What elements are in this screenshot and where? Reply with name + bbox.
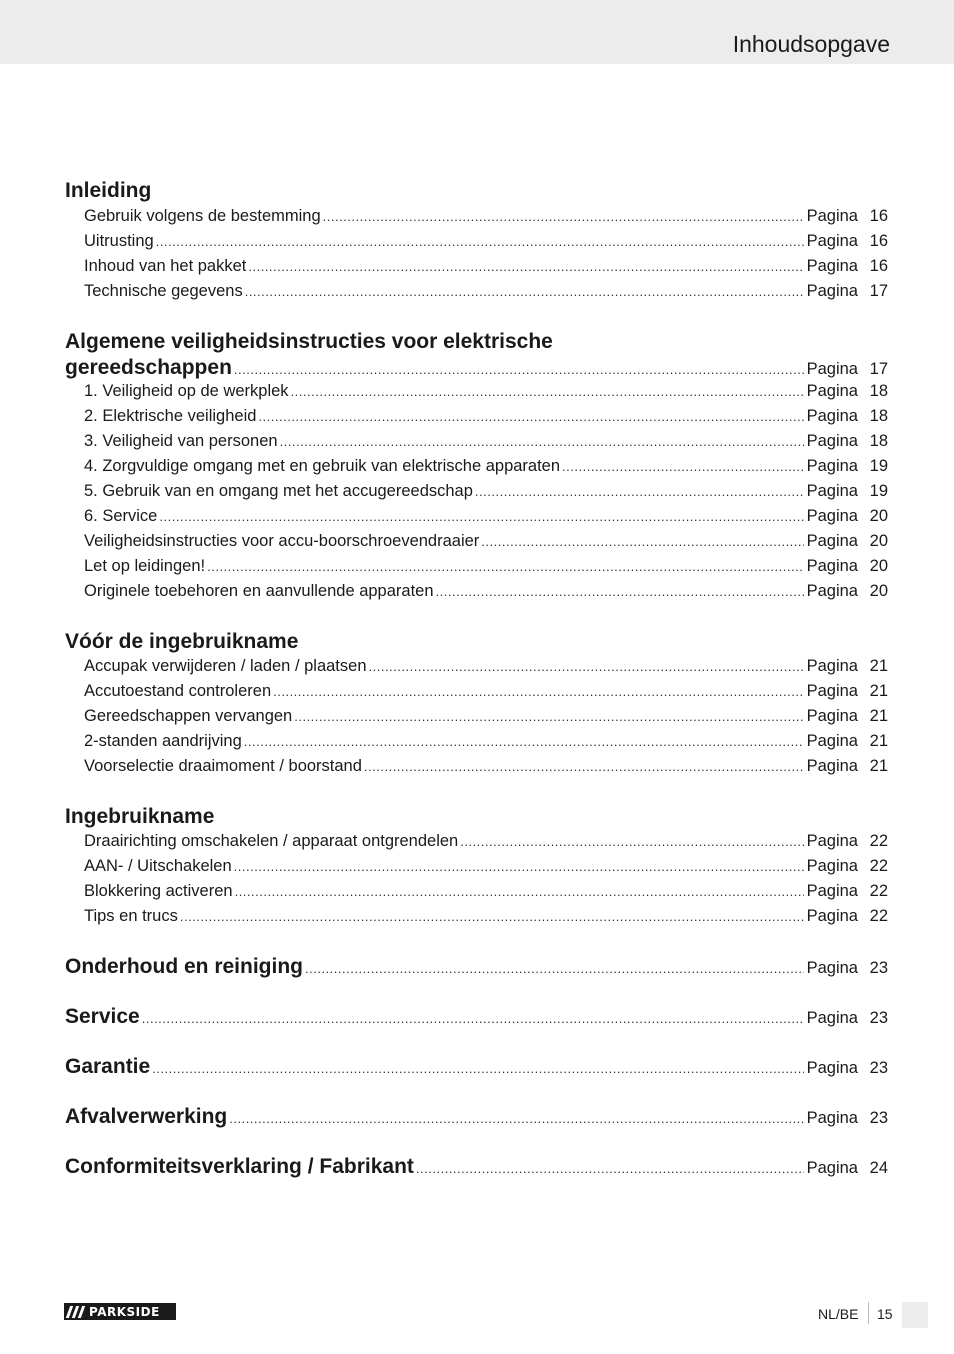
toc-leader-dots — [305, 956, 804, 982]
toc-entry-label: Blokkering activeren — [84, 882, 233, 900]
toc-pagina-label: Pagina — [806, 282, 858, 300]
toc-page-number: 19 — [869, 482, 888, 500]
section-heading: Vóór de ingebruikname — [65, 630, 299, 653]
toc-page-number: 23 — [869, 1009, 888, 1027]
toc-entry[interactable] — [84, 455, 888, 477]
toc-entry-label: Accutoestand controleren — [84, 682, 272, 700]
toc-entry[interactable] — [84, 830, 888, 852]
toc-pagina-label: Pagina — [806, 457, 858, 475]
toc-page-number: 20 — [869, 557, 888, 575]
toc-leader-dots — [364, 756, 804, 778]
toc-entry-label: Draairichting omschakelen / apparaat ontgrendelen — [84, 832, 459, 850]
toc-pagina-label: Pagina — [806, 207, 858, 225]
toc-entry-label: Gebruik volgens de bestemming — [84, 207, 321, 225]
toc-page-number: 18 — [869, 432, 888, 450]
toc-entry[interactable] — [84, 655, 888, 677]
toc-leader-dots — [180, 906, 804, 928]
toc-entry-label: Afvalverwerking — [65, 1105, 228, 1128]
toc-entry[interactable] — [84, 280, 888, 302]
toc-entry[interactable] — [84, 405, 888, 427]
toc-entry-label: 3. Veiligheid van personen — [84, 432, 278, 450]
toc-pagina-label: Pagina — [806, 707, 858, 725]
toc-page-number: 17 — [869, 282, 888, 300]
toc-pagina-label: Pagina — [806, 407, 858, 425]
toc-entry[interactable] — [84, 880, 888, 902]
toc-pagina-label: Pagina — [806, 432, 858, 450]
toc-entry[interactable] — [84, 705, 888, 727]
toc-pagina-label: Pagina — [806, 1059, 858, 1077]
toc-pagina-label: Pagina — [806, 1009, 858, 1027]
toc-pagina-label: Pagina — [806, 482, 858, 500]
toc-leader-dots — [294, 706, 803, 728]
toc-pagina-label: Pagina — [806, 360, 858, 378]
toc-leader-dots — [416, 1156, 804, 1182]
toc-pagina-label: Pagina — [806, 907, 858, 925]
toc-entry-label: Veiligheidsinstructies voor accu-boorschroevendraaier — [84, 532, 480, 550]
toc-entry-label: Voorselectie draaimoment / boorstand — [84, 757, 362, 775]
footer-divider — [868, 1302, 869, 1324]
toc-entry[interactable] — [84, 905, 888, 927]
toc-leader-dots — [245, 281, 804, 303]
toc-entry[interactable] — [84, 530, 888, 552]
toc-pagina-label: Pagina — [806, 657, 858, 675]
toc-pagina-label: Pagina — [806, 557, 858, 575]
toc-page-number: 17 — [869, 360, 888, 378]
toc-leader-dots — [369, 656, 804, 678]
toc-entry-label: 2-standen aandrijving — [84, 732, 242, 750]
toc-entry-label: Technische gegevens — [84, 282, 243, 300]
toc-pagina-label: Pagina — [806, 257, 858, 275]
toc-pagina-label: Pagina — [806, 857, 858, 875]
toc-entry-label: 6. Service — [84, 507, 158, 525]
toc-pagina-label: Pagina — [806, 582, 858, 600]
toc-page-number: 20 — [869, 582, 888, 600]
toc-page-number: 21 — [869, 682, 888, 700]
toc-page-number: 21 — [869, 757, 888, 775]
toc-leader-dots — [156, 231, 804, 253]
toc-leader-dots — [207, 556, 804, 578]
toc-entry-label: Service — [65, 1005, 140, 1028]
toc-page-number: 21 — [869, 732, 888, 750]
toc-entry-label: Garantie — [65, 1055, 151, 1078]
toc-leader-dots — [244, 731, 804, 753]
toc-entry-label: 5. Gebruik van en omgang met het accugereedschap — [84, 482, 473, 500]
toc-major-entry[interactable] — [65, 1054, 888, 1080]
page-title: Inhoudsopgave — [732, 31, 890, 57]
toc-leader-dots — [323, 206, 804, 228]
parkside-logo — [64, 1303, 176, 1320]
toc-pagina-label: Pagina — [806, 832, 858, 850]
toc-pagina-label: Pagina — [806, 959, 858, 977]
toc-leader-dots — [248, 256, 803, 278]
toc-pagina-label: Pagina — [806, 532, 858, 550]
footer-page-number: 15 — [877, 1306, 893, 1322]
toc-page-number: 22 — [869, 882, 888, 900]
toc-entry-label: Inhoud van het pakket — [84, 257, 247, 275]
toc-page-number: 20 — [869, 532, 888, 550]
toc-entry-label: Tips en trucs — [84, 907, 178, 925]
toc-page-number: 20 — [869, 507, 888, 525]
toc-entry-label: Accupak verwijderen / laden / plaatsen — [84, 657, 367, 675]
toc-leader-dots — [152, 1056, 803, 1082]
toc-entry-label: 1. Veiligheid op de werkplek — [84, 382, 289, 400]
toc-entry-label: gereedschappen — [65, 356, 232, 379]
toc-entry[interactable] — [84, 205, 888, 227]
toc-entry[interactable] — [84, 255, 888, 277]
toc-pagina-label: Pagina — [806, 507, 858, 525]
toc-leader-dots — [258, 406, 803, 428]
section-heading: Inleiding — [65, 179, 152, 202]
toc-entry-label: Conformiteitsverklaring / Fabrikant — [65, 1155, 414, 1178]
toc-entry-label: 2. Elektrische veiligheid — [84, 407, 257, 425]
toc-leader-dots — [460, 831, 803, 853]
toc-page-number: 23 — [869, 1109, 888, 1127]
toc-leader-dots — [475, 481, 804, 503]
toc-major-entry[interactable] — [65, 1104, 888, 1130]
toc-page-number: 16 — [869, 232, 888, 250]
toc-page-number: 18 — [869, 382, 888, 400]
toc-page-number: 19 — [869, 457, 888, 475]
toc-leader-dots — [229, 1106, 803, 1132]
toc-leader-dots — [280, 431, 804, 453]
toc-leader-dots — [235, 881, 804, 903]
toc-page-number: 21 — [869, 657, 888, 675]
footer-tab-marker — [902, 1302, 928, 1328]
toc-entry[interactable] — [84, 580, 888, 602]
toc-page-number: 16 — [869, 257, 888, 275]
toc-page-number: 21 — [869, 707, 888, 725]
toc-page-number: 18 — [869, 407, 888, 425]
toc-major-entry[interactable] — [65, 1004, 888, 1030]
toc-entry[interactable] — [84, 680, 888, 702]
toc-entry[interactable] — [84, 230, 888, 252]
toc-entry-label: Onderhoud en reiniging — [65, 955, 303, 978]
toc-leader-dots — [159, 506, 803, 528]
toc-entry[interactable] — [84, 755, 888, 777]
toc-leader-dots — [273, 681, 803, 703]
toc-entry[interactable] — [84, 505, 888, 527]
toc-page-number: 23 — [869, 1059, 888, 1077]
toc-leader-dots — [481, 531, 803, 553]
toc-entry[interactable] — [84, 555, 888, 577]
toc-entry[interactable] — [84, 380, 888, 402]
toc-leader-dots — [291, 381, 804, 403]
toc-pagina-label: Pagina — [806, 882, 858, 900]
toc-pagina-label: Pagina — [806, 232, 858, 250]
toc-page-number: 22 — [869, 857, 888, 875]
toc-leader-dots — [234, 856, 804, 878]
toc-pagina-label: Pagina — [806, 382, 858, 400]
toc-pagina-label: Pagina — [806, 682, 858, 700]
toc-entry[interactable] — [84, 480, 888, 502]
toc-major-entry[interactable] — [65, 1154, 888, 1180]
toc-page-number: 22 — [869, 832, 888, 850]
toc-major-entry[interactable] — [65, 355, 888, 381]
toc-entry[interactable] — [84, 430, 888, 452]
toc-entry-label: Let op leidingen! — [84, 557, 206, 575]
toc-entry[interactable] — [84, 730, 888, 752]
toc-major-entry[interactable] — [65, 954, 888, 980]
toc-pagina-label: Pagina — [806, 1109, 858, 1127]
toc-entry-label: 4. Zorgvuldige omgang met en gebruik van elektrische apparaten — [84, 457, 561, 475]
toc-page-number: 24 — [869, 1159, 888, 1177]
footer-language: NL/BE — [818, 1306, 859, 1322]
section-heading: Algemene veiligheidsinstructies voor elektrische — [65, 330, 553, 353]
toc-entry-label: AAN- / Uitschakelen — [84, 857, 232, 875]
toc-pagina-label: Pagina — [806, 757, 858, 775]
section-heading: Ingebruikname — [65, 805, 215, 828]
toc-leader-dots — [562, 456, 804, 478]
toc-entry-label: Uitrusting — [84, 232, 154, 250]
toc-page-number: 22 — [869, 907, 888, 925]
logo-stripes-icon — [68, 1306, 83, 1318]
toc-pagina-label: Pagina — [806, 1159, 858, 1177]
toc-pagina-label: Pagina — [806, 732, 858, 750]
logo-wordmark: PARKSIDE — [89, 1304, 160, 1319]
toc-entry-label: Gereedschappen vervangen — [84, 707, 293, 725]
toc-entry-label: Originele toebehoren en aanvullende apparaten — [84, 582, 434, 600]
toc-page-number: 16 — [869, 207, 888, 225]
toc-entry[interactable] — [84, 855, 888, 877]
toc-page-number: 23 — [869, 959, 888, 977]
toc-leader-dots — [142, 1006, 804, 1032]
toc-leader-dots — [436, 581, 804, 603]
